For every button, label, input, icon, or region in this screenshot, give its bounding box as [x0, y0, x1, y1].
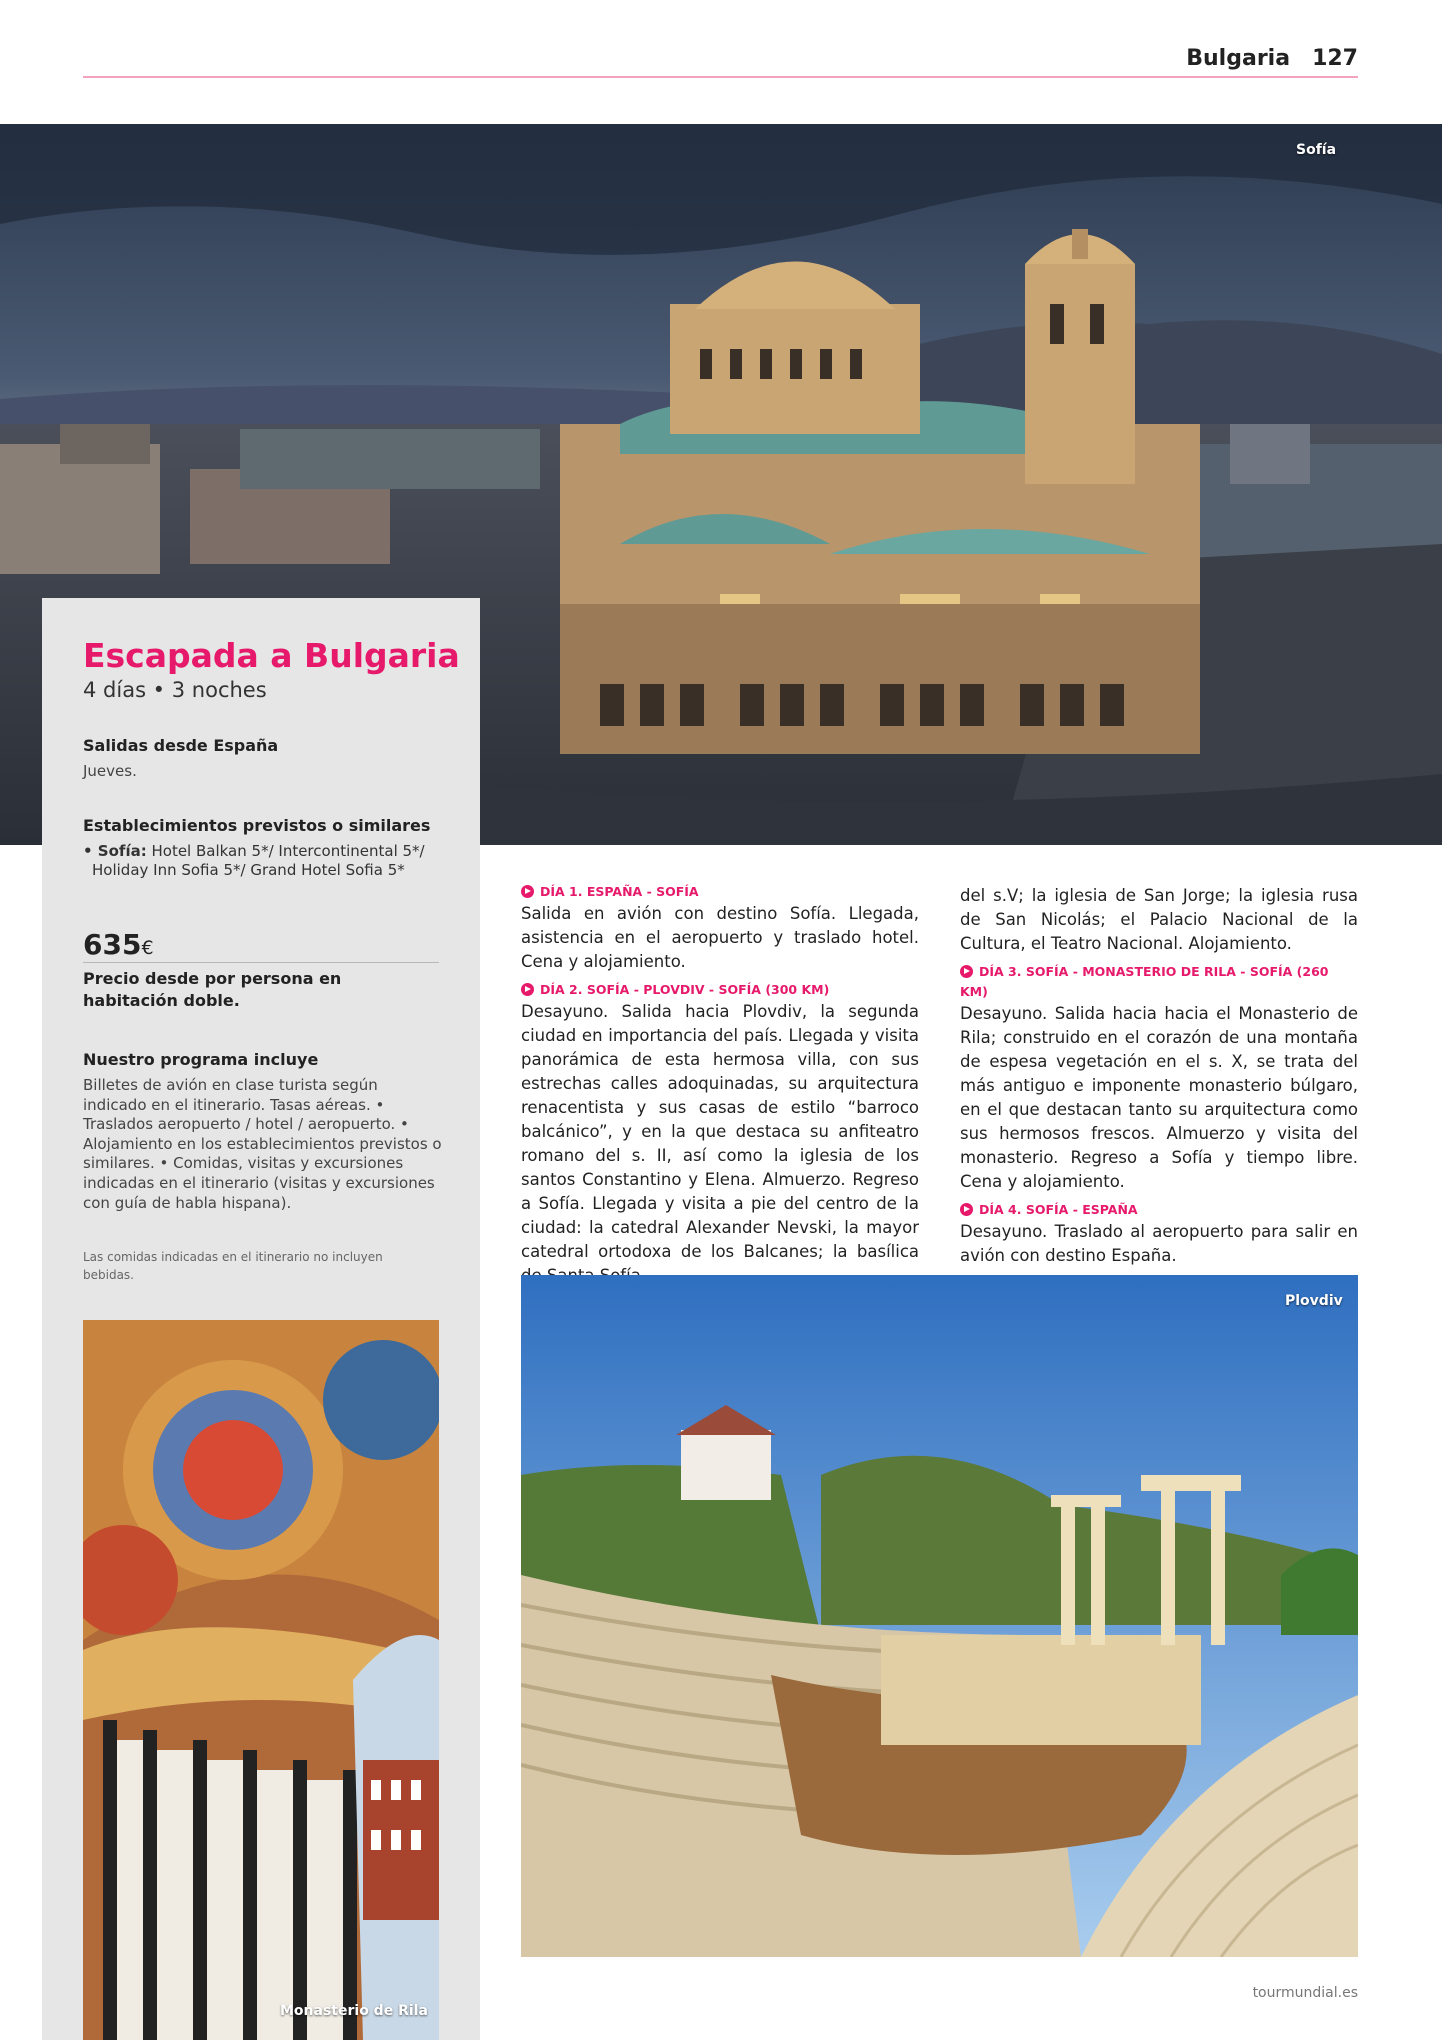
- trip-title: Escapada a Bulgaria: [83, 636, 460, 675]
- photo-plovdiv: [521, 1275, 1358, 1957]
- trip-duration: 4 días • 3 noches: [83, 678, 267, 702]
- price-amount: 635: [83, 928, 142, 961]
- hotels-list-1: Hotel Balkan 5*/ Intercontinental 5*/: [146, 842, 425, 860]
- departures-heading: Salidas desde España: [83, 736, 279, 755]
- photo-caption-plovdiv: Plovdiv: [1285, 1293, 1343, 1309]
- header-divider: [83, 76, 1358, 78]
- itinerary-column-1: [521, 878, 919, 1294]
- arrow-bullet-icon: [521, 983, 534, 996]
- section-title: Bulgaria: [1186, 46, 1291, 71]
- day-2-text-continued: del s.V; la iglesia de San Jorge; la iglesia rusa de San Nicolás; el Palacio Nacional de la Cultura, el Teatro Nacional. Alojamiento.: [960, 886, 1358, 953]
- itinerary-column-2: [960, 884, 1358, 1274]
- day-1-heading: DÍA 1. ESPAÑA - SOFÍA: [521, 882, 919, 902]
- plovdiv-illustration: [521, 1275, 1358, 1957]
- page-header: [1186, 46, 1358, 71]
- day-3-text: Desayuno. Salida hacia hacia el Monasterio de Rila; construido en el corazón de una montaña de espesa vegetación en el s. X, se trata del más antiguo e imponente monasterio búlgaro, en el que destacan tanto su arquitectura como sus hermosos frescos. Almuerzo y visita del monasterio. Regreso a Sofía y tiempo libre. Cena y alojamiento.: [960, 1004, 1358, 1191]
- rila-illustration: [83, 1320, 439, 2040]
- meals-note: Las comidas indicadas en el itinerario no incluyen bebidas.: [83, 1250, 383, 1282]
- footer-url: tourmundial.es: [1252, 1985, 1358, 2001]
- day-3-heading: DÍA 3. SOFÍA - MONASTERIO DE RILA - SOFÍA (260 KM): [960, 964, 1329, 999]
- hotels-heading: Establecimientos previstos o similares: [83, 816, 431, 835]
- arrow-bullet-icon: [960, 965, 973, 978]
- photo-caption-rila: Monasterio de Rila: [280, 2003, 428, 2019]
- includes-text: Billetes de avión en clase turista según indicado en el itinerario. Tasas aéreas. • Traslados aeropuerto / hotel / aeropuerto. • Alojamiento en los establecimientos previstos o similares. • Comidas, visitas y excursiones indicadas en el itinerario (visitas y excursiones con guía de habla hispana).: [83, 1076, 442, 1212]
- price-currency: €: [141, 937, 154, 959]
- price-divider: [83, 962, 439, 963]
- day-2-heading: DÍA 2. SOFÍA - PLOVDIV - SOFÍA (300 KM): [521, 980, 919, 1000]
- day-1-text: Salida en avión con destino Sofía. Llegada, asistencia en el aeropuerto y traslado hotel. Cena y alojamiento.: [521, 904, 919, 971]
- hotels-line-2: Holiday Inn Sofia 5*/ Grand Hotel Sofia 5*: [92, 861, 405, 879]
- price-description: Precio desde por persona en habitación doble.: [83, 969, 342, 1010]
- departures-value: Jueves.: [83, 762, 137, 780]
- day-4-text: Desayuno. Traslado al aeropuerto para salir en avión con destino España.: [960, 1222, 1358, 1265]
- photo-caption-sofia: Sofía: [1296, 142, 1337, 158]
- hotels-city: • Sofía:: [83, 842, 147, 860]
- price: [83, 928, 154, 961]
- hotels-line-1: [83, 842, 425, 861]
- page-number: 127: [1312, 46, 1358, 71]
- arrow-bullet-icon: [960, 1203, 973, 1216]
- arrow-bullet-icon: [521, 885, 534, 898]
- includes-heading: Nuestro programa incluye: [83, 1050, 319, 1069]
- photo-rila-monastery: [83, 1320, 439, 2040]
- day-4-heading: DÍA 4. SOFÍA - ESPAÑA: [960, 1200, 1358, 1220]
- day-2-text: Desayuno. Salida hacia Plovdiv, la segunda ciudad en importancia del país. Llegada y visita panorámica de esta hermosa villa, con sus estrechas calles adoquinadas, su arquitectura renacentista y sus casas de estilo “barroco balcánico”, y en la que destaca su anfiteatro romano del s. II, así como la iglesia de los santos Constantino y Elena. Almuerzo. Regreso a Sofía. Llegada y visita a pie del centro de la ciudad: la catedral Alexander Nevski, la mayor catedral ortodoxa de los Balcanes; la basílica: [521, 1002, 919, 1261]
